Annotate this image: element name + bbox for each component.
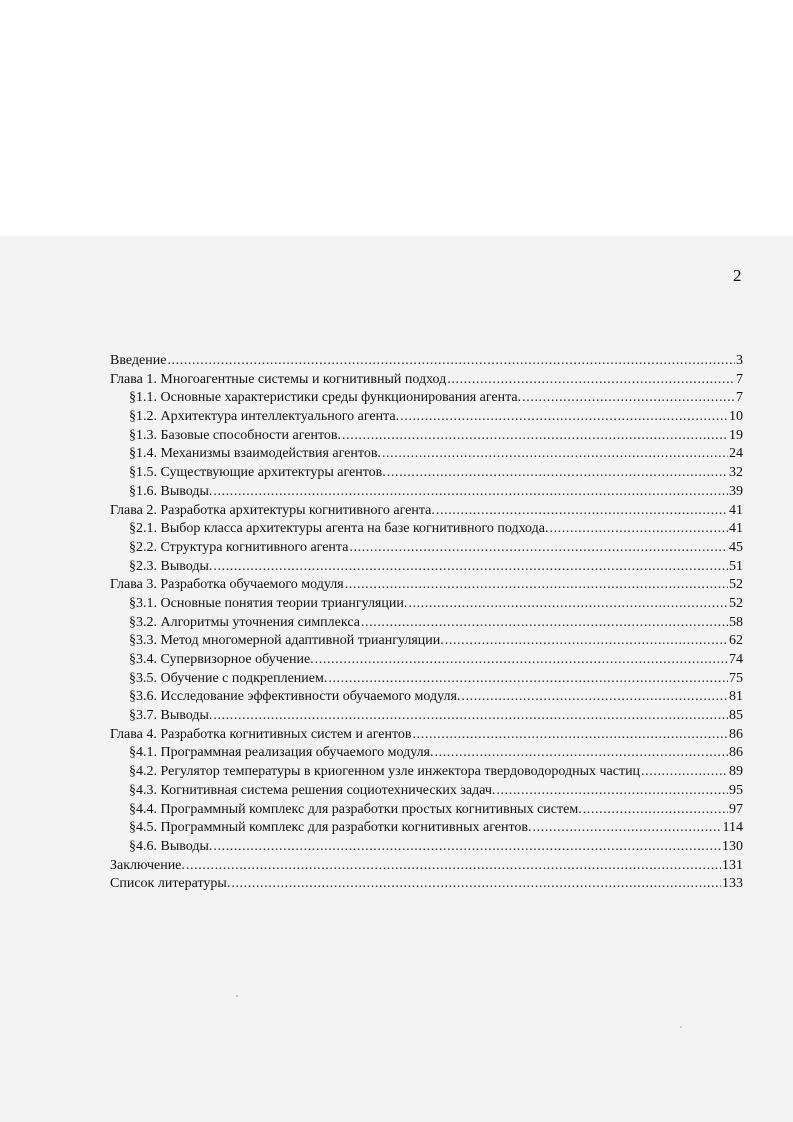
toc-entry-title: §2.2. Структура когнитивного агента (129, 539, 349, 555)
toc-section-entry (110, 819, 743, 838)
toc-chapter-entry (110, 371, 743, 390)
toc-entry-page: 130 (722, 838, 743, 854)
toc-dot-leader (435, 744, 729, 763)
toc-chapter-entry (110, 857, 743, 876)
toc-section-entry (110, 707, 743, 726)
toc-entry-page: 41 (729, 521, 743, 537)
toc-dot-leader (342, 427, 728, 446)
toc-dot-leader (345, 576, 728, 595)
toc-entry-page: 86 (729, 726, 743, 742)
toc-dot-leader (447, 371, 735, 390)
toc-entry-title: Глава 4. Разработка когнитивных систем и агентов (110, 726, 412, 742)
toc-entry-title: Введение (110, 353, 167, 368)
toc-dot-leader (349, 539, 728, 558)
toc-entry-page: 7 (736, 390, 743, 406)
toc-dot-leader (387, 464, 728, 483)
toc-section-entry (110, 464, 743, 483)
scan-speck (680, 1026, 682, 1028)
toc-entry-title: §4.6. Выводы. (129, 838, 213, 854)
toc-entry-page: 39 (729, 483, 743, 499)
toc-dot-leader (186, 857, 721, 876)
toc-dot-leader (583, 801, 728, 820)
toc-entry-page: 97 (729, 801, 743, 817)
toc-dot-leader (522, 389, 735, 408)
toc-chapter-entry (110, 576, 743, 595)
toc-dot-leader (445, 632, 728, 651)
table-of-contents (110, 352, 743, 894)
toc-entry-page: 51 (729, 558, 743, 574)
toc-dot-leader (213, 707, 728, 726)
toc-entry-title: Глава 1. Многоагентные системы и когнитивный подход (110, 371, 447, 387)
toc-section-entry (110, 520, 743, 539)
toc-entry-title: §1.1. Основные характеристики среды функционирования агента. (129, 390, 522, 406)
toc-entry-title: §1.5. Существующие архитектуры агентов. (129, 465, 386, 481)
toc-entry-title: §4.4. Программный комплекс для разработки простых когнитивных систем. (129, 801, 582, 817)
toc-entry-page: 62 (729, 633, 743, 649)
toc-entry-page: 89 (729, 764, 743, 780)
toc-entry-page: 58 (729, 614, 743, 630)
toc-entry-page: 45 (729, 539, 743, 555)
toc-entry-page: 75 (729, 670, 743, 686)
scan-speck (236, 995, 238, 997)
toc-entry-page: 19 (729, 427, 743, 443)
toc-section-entry (110, 688, 743, 707)
toc-section-entry (110, 651, 743, 670)
toc-section-entry (110, 801, 743, 820)
toc-dot-leader (382, 445, 728, 464)
toc-dot-leader (315, 651, 728, 670)
toc-dot-leader (213, 558, 728, 577)
toc-dot-leader (231, 875, 721, 894)
toc-entry-page: 32 (729, 465, 743, 481)
toc-entry-page: 133 (722, 876, 743, 892)
toc-entry-title: Глава 3. Разработка обучаемого модуля (110, 577, 344, 593)
toc-dot-leader (400, 408, 728, 427)
toc-section-entry (110, 558, 743, 577)
toc-entry-title: §2.3. Выводы. (129, 558, 213, 574)
toc-entry-page: 81 (729, 689, 743, 705)
toc-dot-leader (328, 670, 728, 689)
toc-chapter-entry (110, 726, 743, 745)
toc-entry-page: 52 (729, 595, 743, 611)
toc-section-entry (110, 445, 743, 464)
toc-entry-title: §4.2. Регулятор температуры в криогенном узле инжектора твердоводородных частиц (129, 764, 641, 780)
toc-entry-title: §1.6. Выводы. (129, 483, 213, 499)
toc-dot-leader (413, 726, 728, 745)
toc-section-entry (110, 763, 743, 782)
toc-dot-leader (408, 595, 728, 614)
toc-section-entry (110, 782, 743, 801)
toc-entry-title: Глава 2. Разработка архитектуры когнитивного агента. (110, 502, 435, 518)
toc-entry-title: §3.4. Супервизорное обучение. (129, 652, 314, 667)
toc-dot-leader (461, 688, 728, 707)
toc-dot-leader (213, 483, 728, 502)
toc-section-entry (110, 408, 743, 427)
toc-entry-page: 41 (729, 502, 743, 518)
toc-entry-title: §3.7. Выводы. (129, 708, 213, 724)
toc-dot-leader (361, 614, 728, 633)
toc-dot-leader (436, 502, 728, 521)
toc-section-entry (110, 744, 743, 763)
toc-section-entry (110, 389, 743, 408)
toc-entry-page: 131 (722, 857, 743, 873)
toc-dot-leader (496, 782, 728, 801)
toc-entry-title: §4.5. Программный комплекс для разработки когнитивных агентов. (129, 820, 532, 836)
toc-entry-page: 7 (736, 371, 743, 387)
toc-section-entry (110, 632, 743, 651)
toc-section-entry (110, 614, 743, 633)
toc-section-entry (110, 427, 743, 446)
toc-dot-leader (549, 520, 728, 539)
toc-entry-title: §4.3. Когнитивная система решения социотехнических задач. (129, 782, 496, 798)
toc-chapter-entry (110, 875, 743, 894)
toc-entry-title: §3.6. Исследование эффективности обучаемого модуля. (129, 689, 461, 705)
toc-dot-leader (641, 763, 728, 782)
toc-dot-leader (167, 352, 735, 371)
toc-entry-page: 95 (729, 782, 743, 798)
toc-entry-page: 85 (729, 708, 743, 724)
page-number: 2 (733, 266, 742, 285)
toc-entry-page: 24 (729, 446, 743, 462)
toc-dot-leader (213, 838, 721, 857)
toc-entry-title: §3.2. Алгоритмы уточнения симплекса (129, 614, 360, 630)
toc-section-entry (110, 595, 743, 614)
toc-entry-title: §3.1. Основные понятия теории триангуляции. (129, 595, 408, 611)
toc-entry-page: 114 (722, 820, 743, 836)
toc-entry-page: 10 (729, 409, 743, 425)
toc-section-entry (110, 539, 743, 558)
toc-entry-title: Список литературы. (110, 876, 231, 892)
toc-entry-title: §4.1. Программная реализация обучаемого модуля. (129, 745, 434, 761)
toc-entry-page: 74 (729, 652, 743, 667)
toc-section-entry (110, 670, 743, 689)
toc-entry-title: §3.5. Обучение с подкреплением. (129, 670, 328, 686)
toc-chapter-entry (110, 352, 743, 371)
toc-entry-page: 3 (736, 353, 743, 368)
toc-chapter-entry (110, 502, 743, 521)
toc-entry-title: §1.4. Механизмы взаимодействия агентов. (129, 446, 381, 462)
toc-entry-title: §1.3. Базовые способности агентов. (129, 427, 342, 443)
toc-section-entry (110, 838, 743, 857)
toc-entry-title: §3.3. Метод многомерной адаптивной триангуляции. (129, 633, 444, 649)
toc-entry-title: §2.1. Выбор класса архитектуры агента на базе когнитивного подхода. (129, 521, 549, 537)
toc-entry-page: 52 (729, 577, 743, 593)
toc-entry-title: Заключение. (110, 857, 185, 873)
toc-entry-page: 86 (729, 745, 743, 761)
toc-entry-title: §1.2. Архитектура интеллектуального агента. (129, 409, 400, 425)
toc-section-entry (110, 483, 743, 502)
toc-dot-leader (533, 819, 722, 838)
